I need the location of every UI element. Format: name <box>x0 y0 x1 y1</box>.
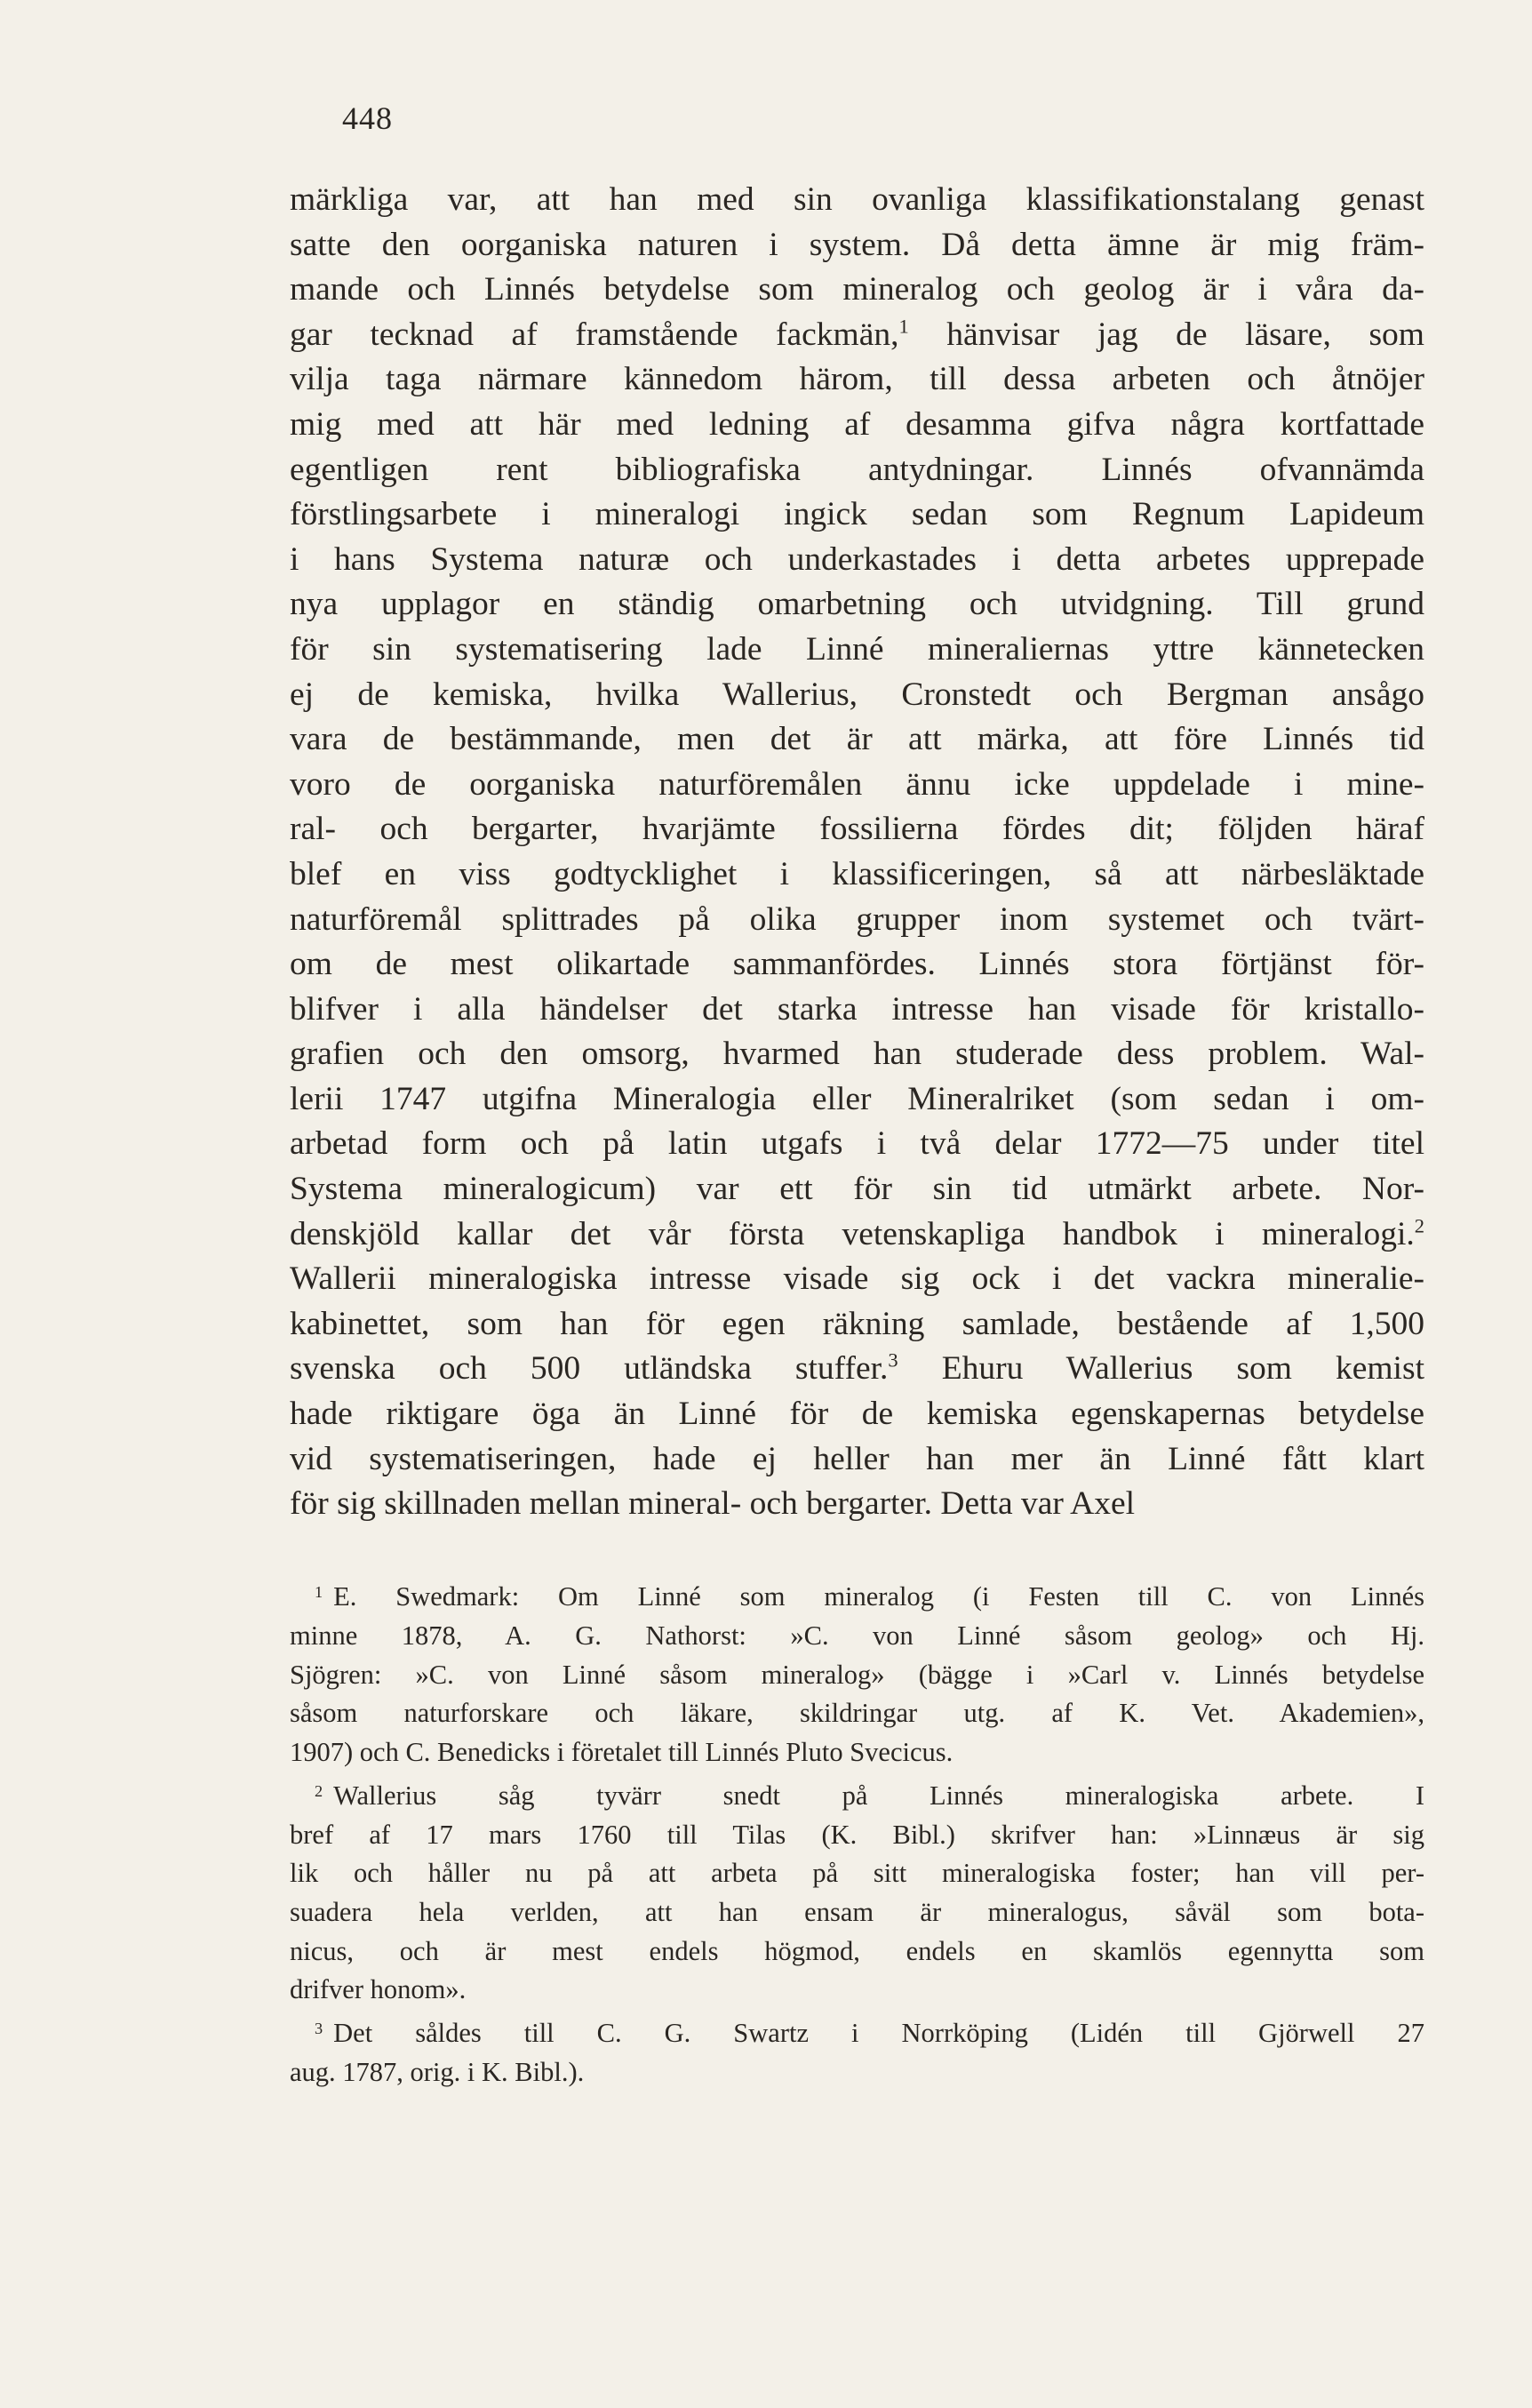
body-line-text: vara de bestämmande, men det är att märka, att före Linnés tid <box>290 721 1424 758</box>
footnote-text: nicus, och är mest endels högmod, endels en skamlös egennytta som <box>290 1935 1424 1966</box>
body-line <box>290 898 1424 943</box>
footnote <box>290 1573 1424 1772</box>
body-line-text: Systema mineralogicum) var ett för sin tid utmärkt arbete. Nor- <box>290 1171 1424 1208</box>
footnote-line <box>290 1893 1424 1932</box>
footnote-line <box>290 2053 1424 2092</box>
footnote-text: 1907) och C. Benedicks i företalet till Linnés Pluto Svecicus. <box>290 1736 954 1767</box>
body-line <box>290 673 1424 718</box>
body-line-text: ral- och bergarter, hvarjämte fossilierna fördes dit; följden häraf <box>290 811 1424 848</box>
footnote-text: såsom naturforskare och läkare, skildringar utg. af K. Vet. Akademien», <box>290 1698 1424 1729</box>
body-text <box>290 178 1424 1527</box>
footnote-mark: 1 <box>315 1583 323 1601</box>
footnote-line <box>290 1772 1424 1816</box>
body-line <box>290 1122 1424 1167</box>
body-line <box>290 807 1424 852</box>
body-line <box>290 1212 1424 1258</box>
body-line <box>290 852 1424 898</box>
footnote <box>290 2010 1424 2092</box>
page-number: 448 <box>342 100 393 136</box>
body-line <box>290 357 1424 403</box>
body-line <box>290 1257 1424 1302</box>
body-line <box>290 1077 1424 1123</box>
body-line <box>290 492 1424 538</box>
footnote-reference: 2 <box>1414 1214 1424 1237</box>
footnote-line <box>290 1971 1424 2010</box>
footnote-text: Sjögren: »C. von Linné såsom mineralog» (bägge i »Carl v. Linnés betydelse <box>290 1659 1424 1690</box>
body-line-text: vid systematiseringen, hade ej heller han mer än Linné fått klart <box>290 1440 1424 1477</box>
footnote-line <box>290 1816 1424 1855</box>
footnote-line <box>290 1656 1424 1695</box>
body-line-text: om de mest olikartade sammanfördes. Linnés stora förtjänst för- <box>290 946 1424 983</box>
body-line-text: voro de oorganiska naturföremålen ännu icke uppdelade i mine- <box>290 765 1424 803</box>
body-line-text: vilja taga närmare kännedom härom, till dessa arbeten och åtnöjer <box>290 361 1424 398</box>
footnote-mark: 2 <box>315 1781 323 1800</box>
body-line-text: för sin systematisering lade Linné mineraliernas yttre kännetecken <box>290 630 1424 668</box>
footnote-text: drifver honom». <box>290 1974 467 2005</box>
footnote-text: E. Swedmark: Om Linné som mineralog (i Festen till C. von Linnés <box>333 1581 1424 1612</box>
body-line <box>290 1437 1424 1483</box>
body-line <box>290 1482 1424 1527</box>
body-line-text: egentligen rent bibliografiska antydningar. Linnés ofvannämda <box>290 451 1424 488</box>
body-line <box>290 268 1424 313</box>
body-line <box>290 538 1424 583</box>
body-line <box>290 1347 1424 1392</box>
footnote-line <box>290 1854 1424 1893</box>
body-line <box>290 763 1424 808</box>
footnotes <box>290 1573 1424 2092</box>
body-line <box>290 628 1424 673</box>
body-line-text: mig med att här med ledning af desamma gifva några kortfattade <box>290 405 1424 443</box>
footnote <box>290 1772 1424 2010</box>
body-line <box>290 582 1424 628</box>
body-line <box>290 313 1424 358</box>
body-line <box>290 448 1424 493</box>
body-line-text: mande och Linnés betydelse som mineralog och geolog är i våra da- <box>290 271 1424 308</box>
body-line-text: blef en viss godtycklighet i klassificeringen, så att närbesläktade <box>290 855 1424 892</box>
body-line <box>290 403 1424 448</box>
footnote-line <box>290 1932 1424 1972</box>
body-line-text: hade riktigare öga än Linné för de kemiska egenskapernas betydelse <box>290 1396 1424 1433</box>
body-line-text: denskjöld kallar det vår första vetenskapliga handbok i mineralogi. <box>290 1215 1415 1252</box>
body-line-text: för sig skillnaden mellan mineral- och bergarter. Detta var Axel <box>290 1485 1136 1523</box>
body-line-text: lerii 1747 utgifna Mineralogia eller Mineralriket (som sedan i om- <box>290 1080 1424 1117</box>
footnote-line <box>290 1694 1424 1733</box>
body-line-text: arbetad form och på latin utgafs i två delar 1772—75 under titel <box>290 1125 1424 1163</box>
body-line <box>290 1302 1424 1348</box>
body-line-text: svenska och 500 utländska stuffer. <box>290 1350 889 1388</box>
body-line <box>290 178 1424 223</box>
footnote-text: aug. 1787, orig. i K. Bibl.). <box>290 2056 585 2087</box>
footnote-text: Wallerius såg tyvärr snedt på Linnés mineralogiska arbete. I <box>333 1780 1424 1811</box>
body-line-text: satte den oorganiska naturen i system. Då detta ämne är mig främ- <box>290 226 1424 263</box>
footnote-text: lik och håller nu på att arbeta på sitt mineralogiska foster; han vill per- <box>290 1858 1424 1889</box>
body-line <box>290 988 1424 1033</box>
body-line-text: Wallerii mineralogiska intresse visade sig ock i det vackra mineralie- <box>290 1260 1424 1298</box>
body-line-text: blifver i alla händelser det starka intresse han visade för kristallo- <box>290 990 1424 1028</box>
footnote-line <box>290 1617 1424 1656</box>
body-line-text: kabinettet, som han för egen räkning samlade, bestående af 1,500 <box>290 1305 1424 1342</box>
body-line-text: förstlingsarbete i mineralogi ingick sedan som Regnum Lapideum <box>290 496 1424 533</box>
footnote-text: Det såldes till C. G. Swartz i Norrköping (Lidén till Gjörwell 27 <box>333 2018 1424 2049</box>
footnote-text: suadera hela verlden, att han ensam är mineralogus, såväl som bota- <box>290 1896 1424 1927</box>
body-line-text-continued: hänvisar jag de läsare, som <box>908 316 1424 353</box>
body-line <box>290 942 1424 988</box>
body-line <box>290 717 1424 763</box>
body-line <box>290 223 1424 268</box>
body-line <box>290 1392 1424 1437</box>
footnote-text: minne 1878, A. G. Nathorst: »C. von Linné såsom geolog» och Hj. <box>290 1620 1424 1651</box>
footnote-line <box>290 2010 1424 2053</box>
footnote-mark: 3 <box>315 2020 323 2038</box>
body-line-text: märkliga var, att han med sin ovanliga klassifikationstalang genast <box>290 181 1424 218</box>
body-line-text: i hans Systema naturæ och underkastades i detta arbetes upprepade <box>290 540 1424 578</box>
footnote-line <box>290 1733 1424 1772</box>
body-line <box>290 1167 1424 1212</box>
body-line <box>290 1032 1424 1077</box>
footnote-line <box>290 1573 1424 1617</box>
footnote-text: bref af 17 mars 1760 till Tilas (K. Bibl.) skrifver han: »Linnæus är sig <box>290 1819 1424 1850</box>
body-line-text: ej de kemiska, hvilka Wallerius, Cronstedt och Bergman ansågo <box>290 676 1424 713</box>
footnote-reference: 3 <box>888 1348 898 1372</box>
footnote-reference: 1 <box>898 315 909 338</box>
body-line-text: naturföremål splittrades på olika grupper inom systemet och tvärt- <box>290 900 1424 938</box>
body-line-text: nya upplagor en ständig omarbetning och utvidgning. Till grund <box>290 586 1424 623</box>
body-line-text-continued: Ehuru Wallerius som kemist <box>898 1350 1424 1388</box>
body-line-text: grafien och den omsorg, hvarmed han studerade dess problem. Wal- <box>290 1036 1424 1073</box>
body-line-text: gar tecknad af framstående fackmän, <box>290 316 899 353</box>
